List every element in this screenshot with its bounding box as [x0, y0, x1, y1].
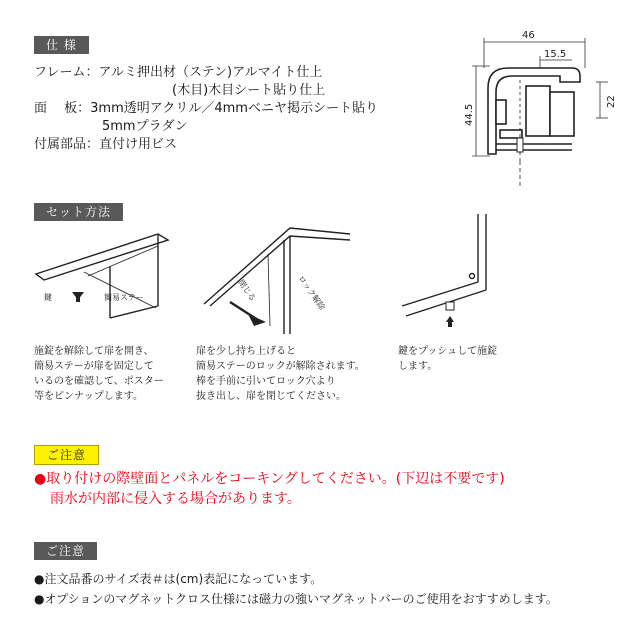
- spec-panel-alt: 5mmプラダン: [102, 119, 188, 134]
- dim-width-label: 46: [522, 30, 535, 41]
- spec-frame: フレーム：アルミ押出材（ステン)アルマイト仕上: [34, 65, 323, 80]
- spec-panel: 面 板：3mm透明アクリル／4mmベニヤ掲示シート貼り: [34, 101, 378, 116]
- caution-warning-line-2: 雨水が内部に侵入する場合があります。: [50, 491, 301, 507]
- caution-note-2: ●オプションのマグネットクロス仕様には磁力の強いマグネットバーのご使用をおすすめします。: [34, 592, 558, 606]
- step-2-text: 扉を少し持ち上げると 簡易ステーのロックが解除されます。 棒を手前に引いてロック穴より 抜き出し、扉を閉じてください。: [196, 346, 365, 402]
- spec-frame-wood: (木目)木目シート貼り仕上: [172, 83, 326, 98]
- caution-warning-line-1: ●取り付けの際壁面とパネルをコーキングしてください。(下辺は不要です): [34, 471, 505, 487]
- spec-accessory: 付属部品：直付け用ビス: [34, 137, 178, 152]
- frame-cross-section-diagram: [460, 26, 630, 186]
- close-label: 閉じる: [236, 277, 258, 303]
- setup-section-tag: セット方法: [34, 203, 123, 221]
- key-label: 鍵: [44, 293, 52, 302]
- setup-figure-open: [28, 226, 178, 322]
- spec-section-tag: 仕 様: [34, 36, 89, 54]
- caution-tag: ご注意: [34, 542, 97, 560]
- step-3-text: 鍵をプッシュして施錠 します。: [398, 346, 498, 372]
- stay-label: 簡易ステー: [104, 293, 144, 302]
- caution-tag-highlight: ご注意: [34, 445, 99, 465]
- release-label: ロック解除: [296, 273, 327, 312]
- step-1-text: 施錠を解除して扉を開き、 簡易ステーが扉を固定して いるのを確認して、ポスター 等をピンナップします。: [34, 346, 164, 402]
- setup-figure-lock: [398, 212, 508, 328]
- setup-figure-close: [200, 222, 350, 340]
- dim-height-label: 44.5: [464, 103, 475, 126]
- dim-inner-label: 15.5: [544, 49, 567, 60]
- dim-depth-label: 22: [606, 95, 617, 108]
- caution-note-1: ●注文品番のサイズ表＃は(cm)表記になっています。: [34, 572, 323, 586]
